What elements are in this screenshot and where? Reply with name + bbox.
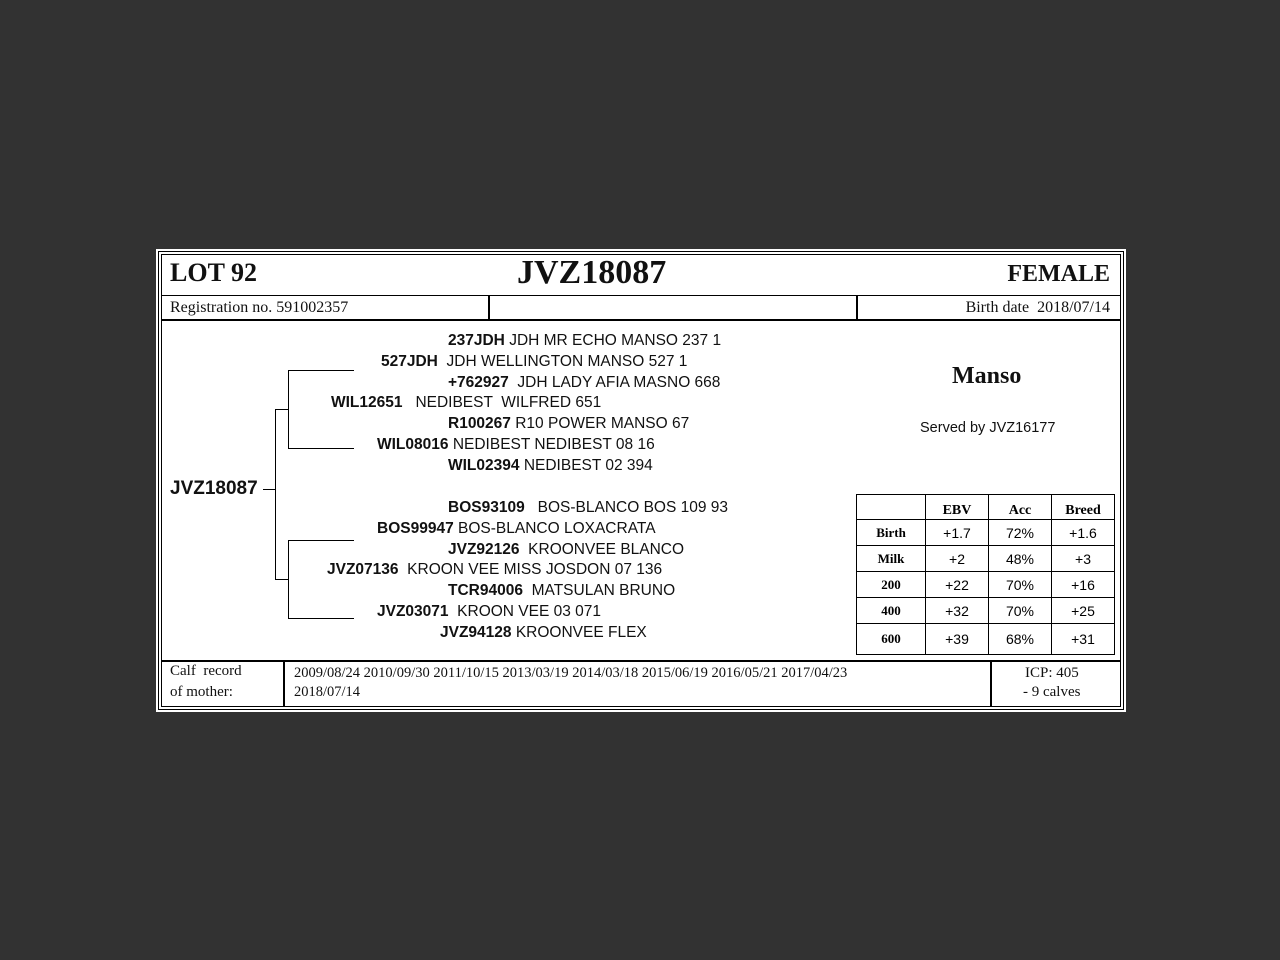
pedigree-name: KROONVEE FLEX <box>515 624 647 641</box>
pedigree-name: KROONVEE BLANCO <box>528 541 685 558</box>
pedigree-code: TCR94006 <box>448 582 523 599</box>
calf-dates-line-1: 2009/08/24 2010/09/30 2011/10/15 2013/03/19 2014/03/18 2015/06/19 2016/05/21 2017/04/23 <box>294 665 848 681</box>
pedigree-code: WIL12651 <box>331 394 403 411</box>
ebv-row <box>857 546 1115 572</box>
pedigree-name: MATSULAN BRUNO <box>531 582 676 599</box>
ebv-value: +22 <box>926 572 989 598</box>
icp-value: ICP: 405 <box>1025 665 1079 681</box>
pedigree-code: BOS93109 <box>448 499 525 516</box>
animal-id: JVZ18087 <box>517 254 667 291</box>
ebv-row <box>857 624 1115 655</box>
dam-dam-branch <box>288 618 354 619</box>
pedigree-entry-ssd <box>448 374 720 392</box>
breed-name: Manso <box>952 363 1022 389</box>
breed-value: +1.6 <box>1052 520 1115 546</box>
breed-value: +25 <box>1052 598 1115 624</box>
pedigree-entry-dds <box>448 582 675 600</box>
breed-value: +3 <box>1052 546 1115 572</box>
lot-number: LOT 92 <box>170 258 257 287</box>
subject-connector <box>263 489 275 490</box>
calf-dates-line-2: 2018/07/14 <box>294 684 361 700</box>
pedigree-name: KROON VEE 03 071 <box>457 603 602 620</box>
pedigree-entry-sss <box>448 332 721 350</box>
pedigree-name: JDH WELLINGTON MANSO 527 1 <box>446 353 688 370</box>
dam-sire-branch <box>288 540 354 541</box>
pedigree-code: JVZ94128 <box>440 624 512 641</box>
sire-dam-branch <box>288 448 354 449</box>
pedigree-code: 237JDH <box>448 332 505 349</box>
acc-value: 70% <box>989 598 1052 624</box>
ebv-value: +2 <box>926 546 989 572</box>
served-by: Served by JVZ16177 <box>920 420 1056 436</box>
pedigree-code: JVZ07136 <box>327 561 399 578</box>
sire-sire-branch <box>288 370 354 371</box>
pedigree-code: 527JDH <box>381 353 438 370</box>
ebv-row-label: 200 <box>857 572 926 598</box>
pedigree-name: KROON VEE MISS JOSDON 07 136 <box>407 561 663 578</box>
pedigree-entry-sdd <box>448 457 653 475</box>
pedigree-subject: JVZ18087 <box>170 478 258 499</box>
pedigree-entry-dd <box>377 603 601 621</box>
pedigree-name: BOS-BLANCO BOS 109 93 <box>537 499 729 516</box>
acc-value: 70% <box>989 572 1052 598</box>
pedigree-code: R100267 <box>448 415 511 432</box>
registration-number: Registration no. 591002357 <box>170 299 349 316</box>
pedigree-code: WIL08016 <box>377 436 449 453</box>
pedigree-entry-dss <box>448 499 728 517</box>
acc-header: Acc <box>989 495 1052 520</box>
ebv-row-label: 600 <box>857 624 926 655</box>
ebv-row-label: Milk <box>857 546 926 572</box>
pedigree-code: +762927 <box>448 374 509 391</box>
pedigree-code: BOS99947 <box>377 520 454 537</box>
calf-record-label-1: Calf record <box>170 663 242 679</box>
ebv-row-label: 400 <box>857 598 926 624</box>
ebv-row <box>857 572 1115 598</box>
breed-header: Breed <box>1052 495 1115 520</box>
main-bracket <box>275 409 276 579</box>
pedigree-name: JDH LADY AFIA MASNO 668 <box>517 374 721 391</box>
ebv-row-label: Birth <box>857 520 926 546</box>
pedigree-code: WIL02394 <box>448 457 520 474</box>
pedigree-entry-sire <box>331 394 601 412</box>
pedigree-name: NEDIBEST WILFRED 651 <box>415 394 602 411</box>
ebv-row <box>857 598 1115 624</box>
birth-date: Birth date 2018/07/14 <box>965 299 1110 316</box>
pedigree-entry-dsd <box>448 541 684 559</box>
lot-card <box>156 249 1126 712</box>
pedigree-code: JVZ03071 <box>377 603 449 620</box>
pedigree-code: JVZ92126 <box>448 541 520 558</box>
animal-sex: FEMALE <box>1007 261 1110 287</box>
pedigree-name: R10 POWER MANSO 67 <box>515 415 690 432</box>
breed-value: +31 <box>1052 624 1115 655</box>
sire-branch <box>275 409 288 410</box>
sire-bracket <box>288 370 289 448</box>
calf-record-label-2: of mother: <box>170 684 233 700</box>
pedigree-entry-ddd <box>440 624 647 642</box>
ebv-corner-cell <box>857 495 926 520</box>
pedigree-name: JDH MR ECHO MANSO 237 1 <box>509 332 722 349</box>
pedigree-name: NEDIBEST 02 394 <box>523 457 653 474</box>
acc-value: 72% <box>989 520 1052 546</box>
acc-value: 48% <box>989 546 1052 572</box>
pedigree-entry-ss <box>381 353 687 371</box>
acc-value: 68% <box>989 624 1052 655</box>
ebv-value: +1.7 <box>926 520 989 546</box>
pedigree-entry-sds <box>448 415 689 433</box>
pedigree-entry-ds <box>377 520 656 538</box>
blank-cell <box>489 295 857 320</box>
breed-value: +16 <box>1052 572 1115 598</box>
pedigree-name: NEDIBEST NEDIBEST 08 16 <box>452 436 655 453</box>
ebv-header: EBV <box>926 495 989 520</box>
calves-count: - 9 calves <box>1023 684 1081 700</box>
pedigree-entry-dam <box>327 561 662 579</box>
pedigree-name: BOS-BLANCO LOXACRATA <box>458 520 656 537</box>
ebv-header-row <box>857 495 1115 520</box>
ebv-table <box>856 494 1115 655</box>
ebv-row <box>857 520 1115 546</box>
ebv-value: +39 <box>926 624 989 655</box>
dam-branch <box>275 579 288 580</box>
ebv-value: +32 <box>926 598 989 624</box>
dam-bracket <box>288 540 289 618</box>
pedigree-entry-sd <box>377 436 655 454</box>
